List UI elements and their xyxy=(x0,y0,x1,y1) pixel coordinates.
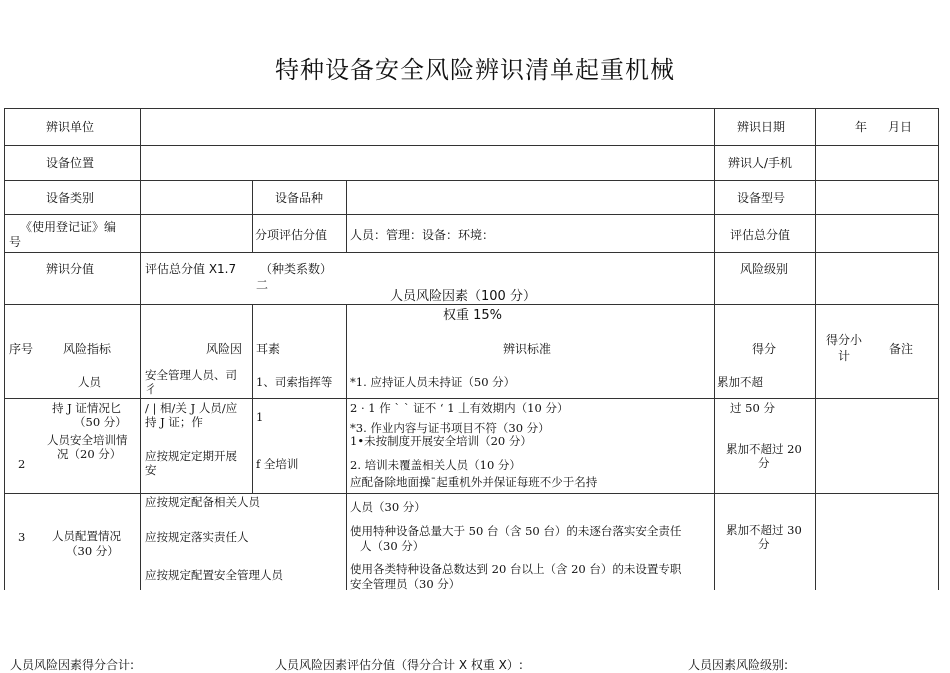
row3-no: 3 xyxy=(18,530,26,544)
score-label: 辨识分值 xyxy=(46,262,95,276)
location-label: 设备位置 xyxy=(46,156,95,170)
section-weight: 权重 15% xyxy=(443,308,503,323)
category-label: 设备类别 xyxy=(46,191,95,205)
row2-factor-a-2: 持 J 证；作 xyxy=(145,415,203,429)
row1-factor-b: 1、司索指挥等 xyxy=(256,375,333,389)
column-no: 序号 xyxy=(9,342,34,356)
row3-criteria-5: 安全管理员（30 分） xyxy=(350,577,461,591)
variety-label: 设备品种 xyxy=(275,191,324,205)
row2-criteria-2: *3. 作业内容与证书项目不符（30 分） xyxy=(350,421,550,435)
row3-factor-a-3: 应按规定配置安全管理人员 xyxy=(145,568,283,582)
unit-label: 辨识单位 xyxy=(46,120,95,134)
row3-indicator-1: 人员配置情况 xyxy=(52,529,121,543)
column-indicator: 风险指标 xyxy=(63,342,112,356)
page-title: 特种设备安全风险辨识清单起重机械 xyxy=(275,56,675,84)
row2-indicator-2: （50 分） xyxy=(74,415,127,429)
date-label: 辨识日期 xyxy=(737,120,786,134)
row2-criteria-5: 应配备除地面操ˉ起重机外并保证每班不少于名持 xyxy=(350,475,598,489)
kind-coefficient: （种类系数） xyxy=(260,262,333,276)
row2-factor-a-3: 应按规定定期开展 xyxy=(145,449,237,463)
kind-coefficient-mark: 二 xyxy=(256,278,269,292)
row2-indicator-4: 况（20 分） xyxy=(57,447,122,461)
column-subtotal: 得分小 xyxy=(826,333,863,347)
row2-score-rule-3: 分 xyxy=(758,456,770,470)
registration-label-cont: 号 xyxy=(9,235,22,249)
row1-indicator: 人员 xyxy=(78,375,101,389)
row2-score-rule-1: 过 50 分 xyxy=(730,401,775,415)
row3-factor-a-2: 应按规定落实责任人 xyxy=(145,530,249,544)
row2-factor-a-1: / | 相/关 J 人员/应 xyxy=(145,401,238,415)
footer-total: 人员风险因素得分合计: xyxy=(10,658,135,672)
row2-factor-b-1: 1 xyxy=(256,410,264,424)
footer-evaluation: 人员风险因素评估分值（得分合计 X 权重 X）: xyxy=(275,658,523,672)
column-remark: 备注 xyxy=(889,342,914,356)
row3-criteria-4: 使用各类特种设备总数达到 20 台以上（含 20 台）的未设置专职 xyxy=(350,562,682,576)
total-score-label: 评估总分值 xyxy=(730,228,791,242)
row2-score-rule-2: 累加不超过 20 xyxy=(726,442,802,456)
row3-indicator-2: （30 分） xyxy=(66,544,119,558)
section-title: 人员风险因素（100 分） xyxy=(390,289,536,304)
row1-factor-a-cont: 彳 xyxy=(145,382,157,396)
sub-score-value: 人员：管理：设备：环境： xyxy=(350,228,495,242)
row2-criteria-1: 2 · 1 作 ` ` 证不 ‘ 1 丄有效期内（10 分） xyxy=(350,401,569,415)
row3-criteria-3: 人（30 分） xyxy=(360,539,425,553)
row3-score-rule-2: 分 xyxy=(758,537,770,551)
footer-level: 人员因素风险级别: xyxy=(688,658,789,672)
row3-criteria-2: 使用特种设备总量大于 50 台（含 50 台）的未逐台落实安全责任 xyxy=(350,524,682,538)
person-label: 辨识人/手机 xyxy=(728,156,793,170)
date-monthday: 月日 xyxy=(888,120,913,134)
risk-level-label: 风险级别 xyxy=(740,262,789,276)
row1-criteria: *1. 应持证人员未持证（50 分） xyxy=(350,375,516,389)
registration-label: 《使用登记证》编 xyxy=(20,220,117,234)
row2-factor-b-2: f 全培训 xyxy=(256,457,299,471)
column-criteria: 辨识标准 xyxy=(503,342,552,356)
row2-criteria-4: 2. 培训未覆盖相关人员（10 分） xyxy=(350,458,521,472)
row3-score-rule-1: 累加不超过 30 xyxy=(726,523,802,537)
column-subtotal-cont: 计 xyxy=(838,349,851,363)
row1-factor-a: 安全管理人员、司 xyxy=(145,368,237,382)
column-factor-b: 耳素 xyxy=(256,342,281,356)
date-year: 年 xyxy=(855,120,868,134)
column-score: 得分 xyxy=(752,342,777,356)
row3-criteria-1: 人员（30 分） xyxy=(350,500,426,514)
column-factor-a: 风险因 xyxy=(206,342,243,356)
row3-factor-a-1: 应按规定配备相关人员 xyxy=(145,495,260,509)
row2-factor-a-4: 安 xyxy=(145,463,157,477)
row2-indicator-1: 持 J 证情况匕 xyxy=(52,401,122,415)
sub-score-label: 分项评估分值 xyxy=(255,228,328,242)
score-formula: 评估总分值 X1.7 xyxy=(145,262,237,276)
row2-no: 2 xyxy=(18,457,26,471)
row2-criteria-3: 1•未按制度开展安全培训（20 分） xyxy=(350,434,532,448)
row1-score-rule: 累加不超 xyxy=(717,375,763,389)
model-label: 设备型号 xyxy=(737,191,786,205)
row2-indicator-3: 人员安全培训情 xyxy=(47,433,128,447)
